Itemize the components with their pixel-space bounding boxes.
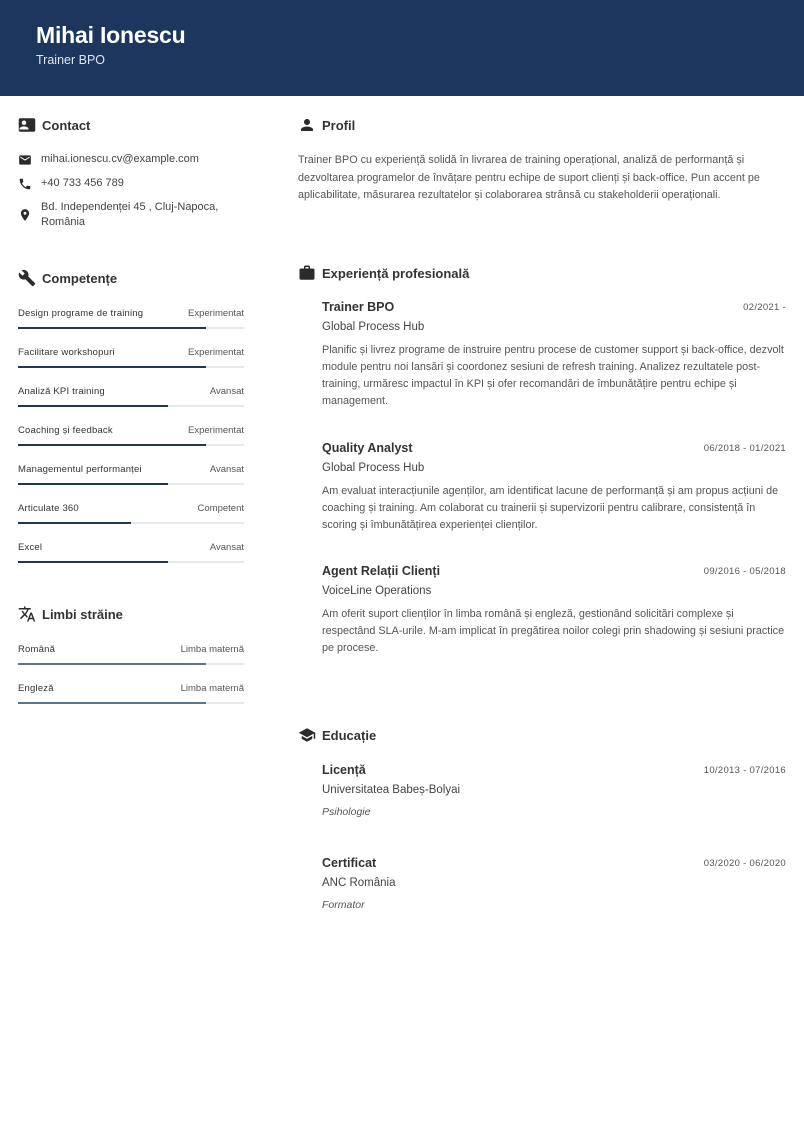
skill-level-bar xyxy=(18,366,244,368)
degree-title: Licență xyxy=(322,763,366,777)
languages-heading: Limbi străine xyxy=(18,604,123,624)
degree-title: Certificat xyxy=(322,856,377,870)
contact-heading: Contact xyxy=(18,115,90,135)
skills-heading: Competențe xyxy=(18,268,117,288)
location-pin-icon xyxy=(18,208,32,222)
translate-icon xyxy=(18,605,36,623)
job-dates: 02/2021 - xyxy=(743,302,786,313)
skill-item: Facilitare workshopuri Experimentat xyxy=(18,347,244,375)
experience-heading: Experiență profesională xyxy=(298,263,469,283)
field-of-study: Formator xyxy=(322,899,365,911)
job-company: Global Process Hub xyxy=(322,462,425,474)
job-description: Am evaluat interacțiunile agenților, am identificat lacune de performanță și am propus acțiuni de coaching și training. Am colaborat cu trainerii și supervizorii pentru calibrare, consistență în scoring și îmbunătățirea experienței clienților. xyxy=(322,485,779,531)
degree-dates: 10/2013 - 07/2016 xyxy=(703,765,786,776)
contact-card-icon xyxy=(18,116,36,134)
job-description: Planific și livrez programe de instruire pentru procese de customer support și back-office, dezvolt module pentru noi lansări și coordonez sesiuni de refresh training. Analizez rezultatele post-training, urmăresc impactul în KPI și ofer recomandări de îmbunătățire pentru echipe și management. xyxy=(322,344,784,407)
cv-header xyxy=(0,0,804,96)
contact-email[interactable] xyxy=(18,152,199,167)
degree-dates: 03/2020 - 06/2020 xyxy=(703,858,786,869)
skill-item: Managementul performanței Avansat xyxy=(18,464,244,492)
language-item: Engleză Limba maternă xyxy=(18,683,244,711)
job-title: Agent Relații Clienți xyxy=(322,564,441,578)
institution: ANC România xyxy=(322,877,396,889)
job-title: Quality Analyst xyxy=(322,441,413,455)
skill-level-bar xyxy=(18,405,244,407)
language-level-bar xyxy=(18,702,244,704)
skill-item: Coaching și feedback Experimentat xyxy=(18,425,244,453)
contact-address xyxy=(18,200,218,230)
skill-level-bar xyxy=(18,483,244,485)
skill-level-bar xyxy=(18,522,244,524)
language-item: Română Limba maternă xyxy=(18,644,244,672)
phone-icon xyxy=(18,177,32,191)
job-company: VoiceLine Operations xyxy=(322,585,432,597)
education-heading: Educație xyxy=(298,725,376,745)
profile-heading: Profil xyxy=(298,115,355,135)
candidate-title: Trainer BPO xyxy=(36,53,106,67)
phone-value[interactable]: +40 733 456 789 xyxy=(41,177,124,189)
skill-level-bar xyxy=(18,327,244,329)
person-icon xyxy=(298,116,316,134)
skill-item: Design programe de training Experimentat xyxy=(18,308,244,336)
skill-item: Articulate 360 Competent xyxy=(18,503,244,531)
briefcase-icon xyxy=(298,264,316,282)
job-company: Global Process Hub xyxy=(322,321,425,333)
address-value: Bd. Independenței 45 , Cluj-Napoca, România xyxy=(41,201,219,228)
field-of-study: Psihologie xyxy=(322,806,371,818)
candidate-name: Mihai Ionescu xyxy=(36,22,186,48)
job-description: Am oferit suport clienților în limba română și engleză, gestionând solicitări complexe și respectând SLA-urile. M-am implicat în pregătirea noilor colegi prin shadowing și sesiuni practice pe procese. xyxy=(322,608,785,654)
skill-item: Excel Avansat xyxy=(18,542,244,570)
contact-phone[interactable] xyxy=(18,176,124,191)
skill-item: Analiză KPI training Avansat xyxy=(18,386,244,414)
institution: Universitatea Babeș-Bolyai xyxy=(322,784,461,796)
language-level-bar xyxy=(18,663,244,665)
skill-level-bar xyxy=(18,561,244,563)
email-icon xyxy=(18,153,32,167)
wrench-icon xyxy=(18,269,36,287)
job-dates: 06/2018 - 01/2021 xyxy=(703,443,786,454)
job-title: Trainer BPO xyxy=(322,300,395,314)
email-value[interactable]: mihai.ionescu.cv@example.com xyxy=(41,153,199,165)
graduation-cap-icon xyxy=(298,726,316,744)
profile-summary: Trainer BPO cu experiență solidă în livrarea de training operațional, analiză de performanță și dezvoltarea programelor de învățare pentru echipe de suport clienți și back-office. Pun accent pe aplicabilitate, măsurarea rezultatelor și colaborarea strânsă cu stakeholderii operaționali. xyxy=(298,154,760,201)
job-dates: 09/2016 - 05/2018 xyxy=(703,566,786,577)
skill-level-bar xyxy=(18,444,244,446)
